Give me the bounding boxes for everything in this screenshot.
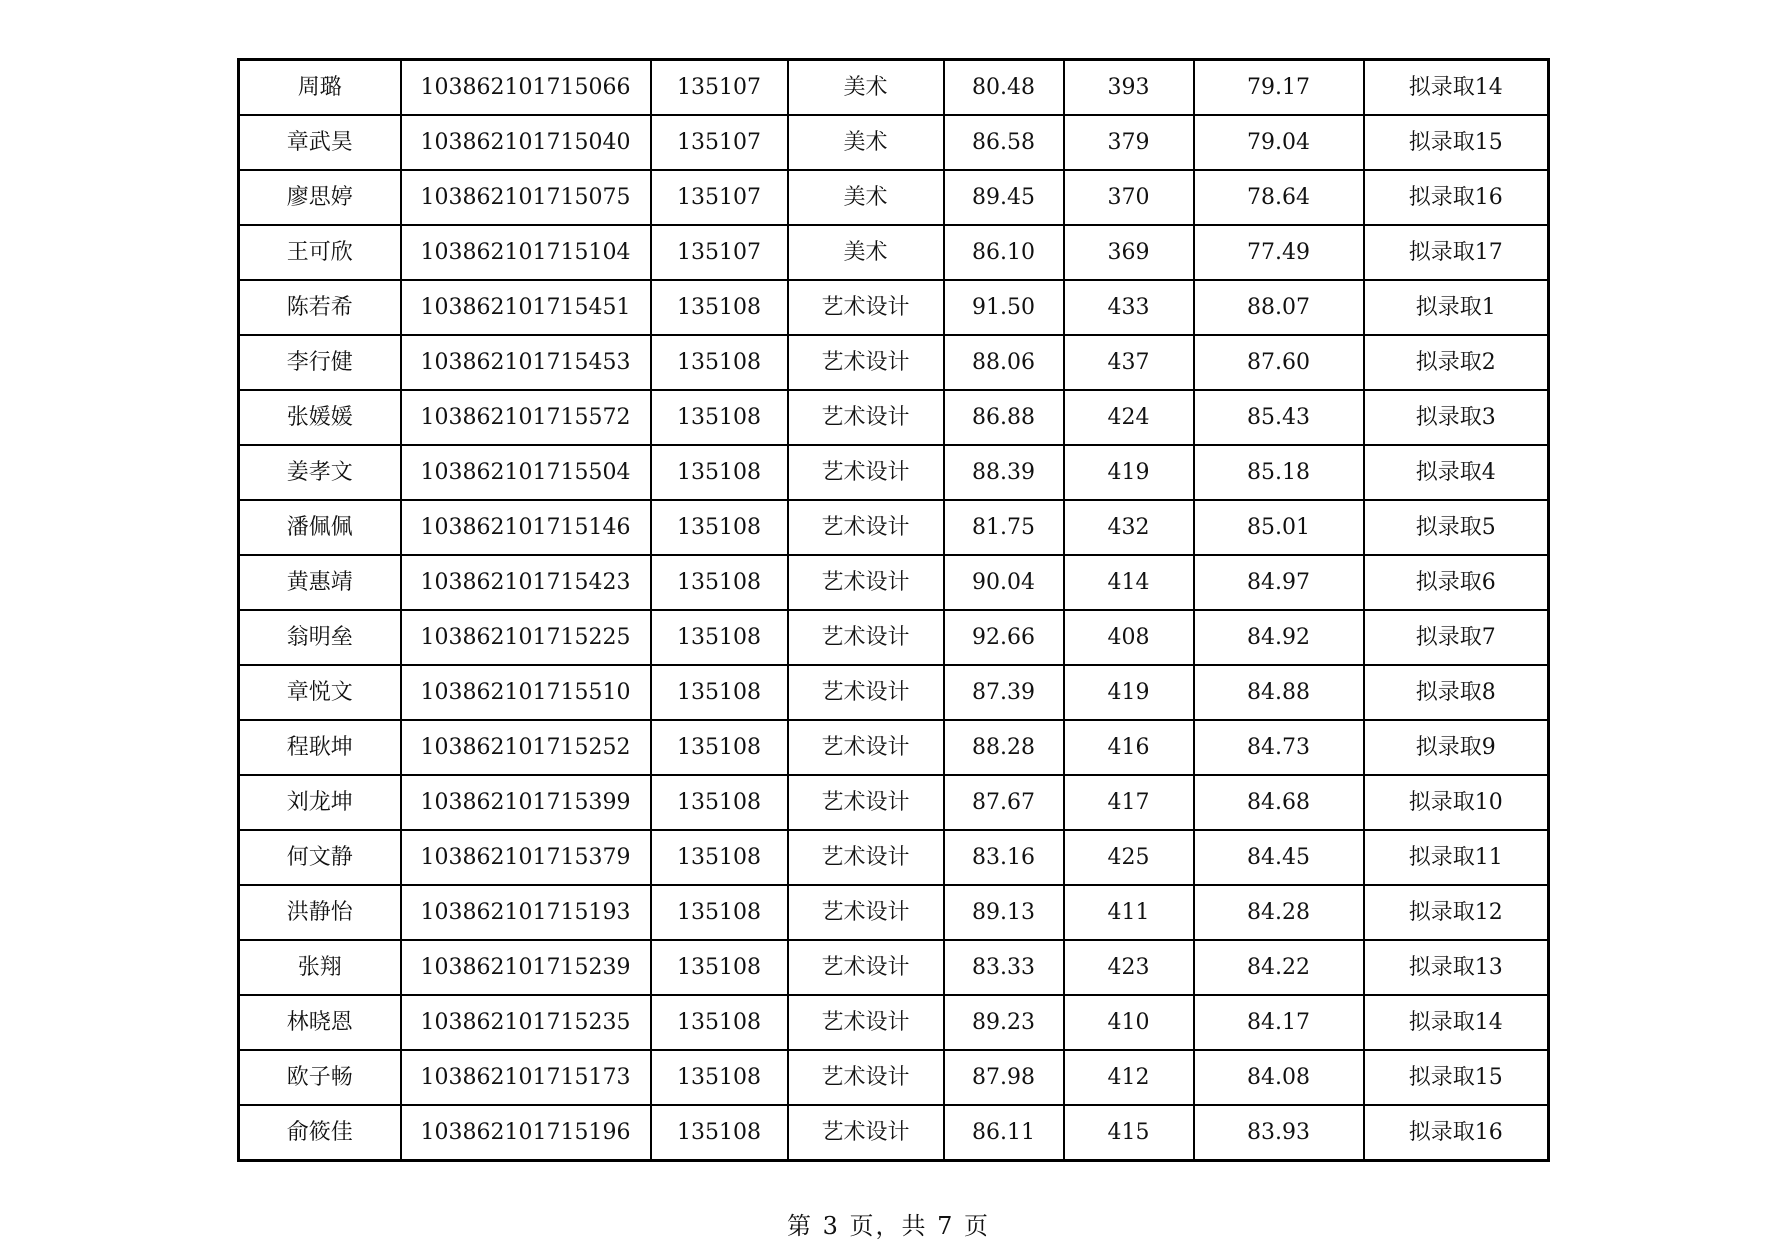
- major-code-cell: 135108: [651, 390, 788, 445]
- table-row: [239, 115, 1549, 170]
- exam-id-cell: 103862101715196: [401, 1105, 651, 1161]
- initial-score-cell: 423: [1064, 940, 1194, 995]
- major-code-cell: 135108: [651, 555, 788, 610]
- major-code-cell: 135108: [651, 1050, 788, 1105]
- major-name-cell: 艺术设计: [788, 1050, 944, 1105]
- total-score-cell: 87.60: [1194, 335, 1364, 390]
- major-code-cell: 135108: [651, 830, 788, 885]
- major-name-cell: 艺术设计: [788, 885, 944, 940]
- major-code-cell: 135108: [651, 610, 788, 665]
- table-row: [239, 335, 1549, 390]
- initial-score-cell: 370: [1064, 170, 1194, 225]
- exam-id-cell: 103862101715075: [401, 170, 651, 225]
- major-code-cell: 135108: [651, 720, 788, 775]
- initial-score-cell: 379: [1064, 115, 1194, 170]
- initial-score-cell: 432: [1064, 500, 1194, 555]
- major-code-cell: 135108: [651, 940, 788, 995]
- retest-score-cell: 88.39: [944, 445, 1064, 500]
- retest-score-cell: 90.04: [944, 555, 1064, 610]
- admission-status-cell: 拟录取10: [1364, 775, 1549, 830]
- name-cell: 欧子畅: [239, 1050, 401, 1105]
- exam-id-cell: 103862101715379: [401, 830, 651, 885]
- total-score-cell: 84.22: [1194, 940, 1364, 995]
- major-name-cell: 艺术设计: [788, 390, 944, 445]
- total-score-cell: 85.01: [1194, 500, 1364, 555]
- total-score-cell: 79.17: [1194, 60, 1364, 116]
- name-cell: 潘佩佩: [239, 500, 401, 555]
- exam-id-cell: 103862101715239: [401, 940, 651, 995]
- initial-score-cell: 425: [1064, 830, 1194, 885]
- retest-score-cell: 89.45: [944, 170, 1064, 225]
- major-code-cell: 135108: [651, 775, 788, 830]
- exam-id-cell: 103862101715066: [401, 60, 651, 116]
- table-row: [239, 665, 1549, 720]
- name-cell: 黄惠靖: [239, 555, 401, 610]
- initial-score-cell: 417: [1064, 775, 1194, 830]
- retest-score-cell: 87.67: [944, 775, 1064, 830]
- major-name-cell: 艺术设计: [788, 335, 944, 390]
- admission-status-cell: 拟录取17: [1364, 225, 1549, 280]
- major-code-cell: 135107: [651, 60, 788, 116]
- table-row: [239, 555, 1549, 610]
- table-row: [239, 500, 1549, 555]
- table-row: [239, 390, 1549, 445]
- total-score-cell: 88.07: [1194, 280, 1364, 335]
- total-score-cell: 84.97: [1194, 555, 1364, 610]
- retest-score-cell: 89.13: [944, 885, 1064, 940]
- table-row: [239, 60, 1549, 116]
- major-name-cell: 艺术设计: [788, 610, 944, 665]
- exam-id-cell: 103862101715423: [401, 555, 651, 610]
- major-code-cell: 135107: [651, 170, 788, 225]
- table-row: [239, 225, 1549, 280]
- total-score-cell: 85.18: [1194, 445, 1364, 500]
- initial-score-cell: 369: [1064, 225, 1194, 280]
- table-row: [239, 995, 1549, 1050]
- major-code-cell: 135107: [651, 115, 788, 170]
- admission-status-cell: 拟录取16: [1364, 170, 1549, 225]
- total-score-cell: 77.49: [1194, 225, 1364, 280]
- table-row: [239, 1050, 1549, 1105]
- admission-status-cell: 拟录取15: [1364, 115, 1549, 170]
- retest-score-cell: 91.50: [944, 280, 1064, 335]
- exam-id-cell: 103862101715173: [401, 1050, 651, 1105]
- exam-id-cell: 103862101715225: [401, 610, 651, 665]
- table-row: [239, 445, 1549, 500]
- initial-score-cell: 416: [1064, 720, 1194, 775]
- retest-score-cell: 86.11: [944, 1105, 1064, 1161]
- total-score-cell: 84.88: [1194, 665, 1364, 720]
- table-row: [239, 280, 1549, 335]
- retest-score-cell: 83.16: [944, 830, 1064, 885]
- name-cell: 何文静: [239, 830, 401, 885]
- admission-status-cell: 拟录取5: [1364, 500, 1549, 555]
- admission-status-cell: 拟录取4: [1364, 445, 1549, 500]
- exam-id-cell: 103862101715193: [401, 885, 651, 940]
- admission-status-cell: 拟录取13: [1364, 940, 1549, 995]
- name-cell: 廖思婷: [239, 170, 401, 225]
- table-row: [239, 1105, 1549, 1161]
- retest-score-cell: 92.66: [944, 610, 1064, 665]
- total-score-cell: 84.08: [1194, 1050, 1364, 1105]
- major-name-cell: 美术: [788, 225, 944, 280]
- name-cell: 刘龙坤: [239, 775, 401, 830]
- table-row: [239, 775, 1549, 830]
- name-cell: 翁明垒: [239, 610, 401, 665]
- admission-status-cell: 拟录取7: [1364, 610, 1549, 665]
- initial-score-cell: 437: [1064, 335, 1194, 390]
- page-number: 第 3 页，共 7 页: [786, 1212, 991, 1240]
- retest-score-cell: 86.88: [944, 390, 1064, 445]
- total-score-cell: 84.28: [1194, 885, 1364, 940]
- name-cell: 姜孝文: [239, 445, 401, 500]
- exam-id-cell: 103862101715252: [401, 720, 651, 775]
- admission-status-cell: 拟录取15: [1364, 1050, 1549, 1105]
- exam-id-cell: 103862101715040: [401, 115, 651, 170]
- exam-id-cell: 103862101715572: [401, 390, 651, 445]
- major-name-cell: 艺术设计: [788, 665, 944, 720]
- total-score-cell: 84.68: [1194, 775, 1364, 830]
- major-code-cell: 135108: [651, 335, 788, 390]
- major-code-cell: 135108: [651, 500, 788, 555]
- exam-id-cell: 103862101715504: [401, 445, 651, 500]
- exam-id-cell: 103862101715510: [401, 665, 651, 720]
- name-cell: 章悦文: [239, 665, 401, 720]
- table-row: [239, 170, 1549, 225]
- admission-status-cell: 拟录取3: [1364, 390, 1549, 445]
- admission-status-cell: 拟录取12: [1364, 885, 1549, 940]
- major-name-cell: 艺术设计: [788, 1105, 944, 1161]
- admission-status-cell: 拟录取6: [1364, 555, 1549, 610]
- retest-score-cell: 86.58: [944, 115, 1064, 170]
- major-code-cell: 135108: [651, 445, 788, 500]
- major-name-cell: 美术: [788, 60, 944, 116]
- major-name-cell: 艺术设计: [788, 720, 944, 775]
- admission-status-cell: 拟录取16: [1364, 1105, 1549, 1161]
- name-cell: 张媛媛: [239, 390, 401, 445]
- major-name-cell: 艺术设计: [788, 995, 944, 1050]
- major-code-cell: 135108: [651, 885, 788, 940]
- total-score-cell: 84.73: [1194, 720, 1364, 775]
- exam-id-cell: 103862101715399: [401, 775, 651, 830]
- major-name-cell: 艺术设计: [788, 445, 944, 500]
- retest-score-cell: 80.48: [944, 60, 1064, 116]
- table-row: [239, 830, 1549, 885]
- total-score-cell: 78.64: [1194, 170, 1364, 225]
- major-name-cell: 艺术设计: [788, 830, 944, 885]
- retest-score-cell: 87.98: [944, 1050, 1064, 1105]
- major-name-cell: 美术: [788, 115, 944, 170]
- retest-score-cell: 89.23: [944, 995, 1064, 1050]
- initial-score-cell: 411: [1064, 885, 1194, 940]
- table-row: [239, 885, 1549, 940]
- admission-status-cell: 拟录取14: [1364, 60, 1549, 116]
- initial-score-cell: 424: [1064, 390, 1194, 445]
- table-body: [239, 60, 1549, 1161]
- major-name-cell: 艺术设计: [788, 940, 944, 995]
- initial-score-cell: 393: [1064, 60, 1194, 116]
- name-cell: 程耿坤: [239, 720, 401, 775]
- admission-table: [237, 58, 1550, 1162]
- major-code-cell: 135108: [651, 280, 788, 335]
- initial-score-cell: 412: [1064, 1050, 1194, 1105]
- retest-score-cell: 88.06: [944, 335, 1064, 390]
- exam-id-cell: 103862101715453: [401, 335, 651, 390]
- name-cell: 周璐: [239, 60, 401, 116]
- admission-status-cell: 拟录取9: [1364, 720, 1549, 775]
- name-cell: 王可欣: [239, 225, 401, 280]
- total-score-cell: 79.04: [1194, 115, 1364, 170]
- name-cell: 李行健: [239, 335, 401, 390]
- admission-status-cell: 拟录取8: [1364, 665, 1549, 720]
- major-code-cell: 135108: [651, 665, 788, 720]
- total-score-cell: 84.17: [1194, 995, 1364, 1050]
- exam-id-cell: 103862101715146: [401, 500, 651, 555]
- admission-status-cell: 拟录取1: [1364, 280, 1549, 335]
- initial-score-cell: 410: [1064, 995, 1194, 1050]
- major-name-cell: 美术: [788, 170, 944, 225]
- name-cell: 章武昊: [239, 115, 401, 170]
- admission-status-cell: 拟录取2: [1364, 335, 1549, 390]
- initial-score-cell: 415: [1064, 1105, 1194, 1161]
- major-code-cell: 135108: [651, 1105, 788, 1161]
- retest-score-cell: 81.75: [944, 500, 1064, 555]
- retest-score-cell: 88.28: [944, 720, 1064, 775]
- total-score-cell: 83.93: [1194, 1105, 1364, 1161]
- exam-id-cell: 103862101715104: [401, 225, 651, 280]
- major-name-cell: 艺术设计: [788, 280, 944, 335]
- admission-status-cell: 拟录取14: [1364, 995, 1549, 1050]
- major-name-cell: 艺术设计: [788, 555, 944, 610]
- table-row: [239, 720, 1549, 775]
- initial-score-cell: 419: [1064, 445, 1194, 500]
- major-code-cell: 135107: [651, 225, 788, 280]
- name-cell: 俞筱佳: [239, 1105, 401, 1161]
- major-name-cell: 艺术设计: [788, 775, 944, 830]
- initial-score-cell: 433: [1064, 280, 1194, 335]
- retest-score-cell: 86.10: [944, 225, 1064, 280]
- table-row: [239, 610, 1549, 665]
- initial-score-cell: 419: [1064, 665, 1194, 720]
- major-code-cell: 135108: [651, 995, 788, 1050]
- exam-id-cell: 103862101715451: [401, 280, 651, 335]
- name-cell: 张翔: [239, 940, 401, 995]
- retest-score-cell: 87.39: [944, 665, 1064, 720]
- total-score-cell: 84.92: [1194, 610, 1364, 665]
- initial-score-cell: 408: [1064, 610, 1194, 665]
- admission-status-cell: 拟录取11: [1364, 830, 1549, 885]
- table-row: [239, 940, 1549, 995]
- retest-score-cell: 83.33: [944, 940, 1064, 995]
- major-name-cell: 艺术设计: [788, 500, 944, 555]
- total-score-cell: 85.43: [1194, 390, 1364, 445]
- initial-score-cell: 414: [1064, 555, 1194, 610]
- name-cell: 洪静怡: [239, 885, 401, 940]
- exam-id-cell: 103862101715235: [401, 995, 651, 1050]
- name-cell: 陈若希: [239, 280, 401, 335]
- total-score-cell: 84.45: [1194, 830, 1364, 885]
- name-cell: 林晓恩: [239, 995, 401, 1050]
